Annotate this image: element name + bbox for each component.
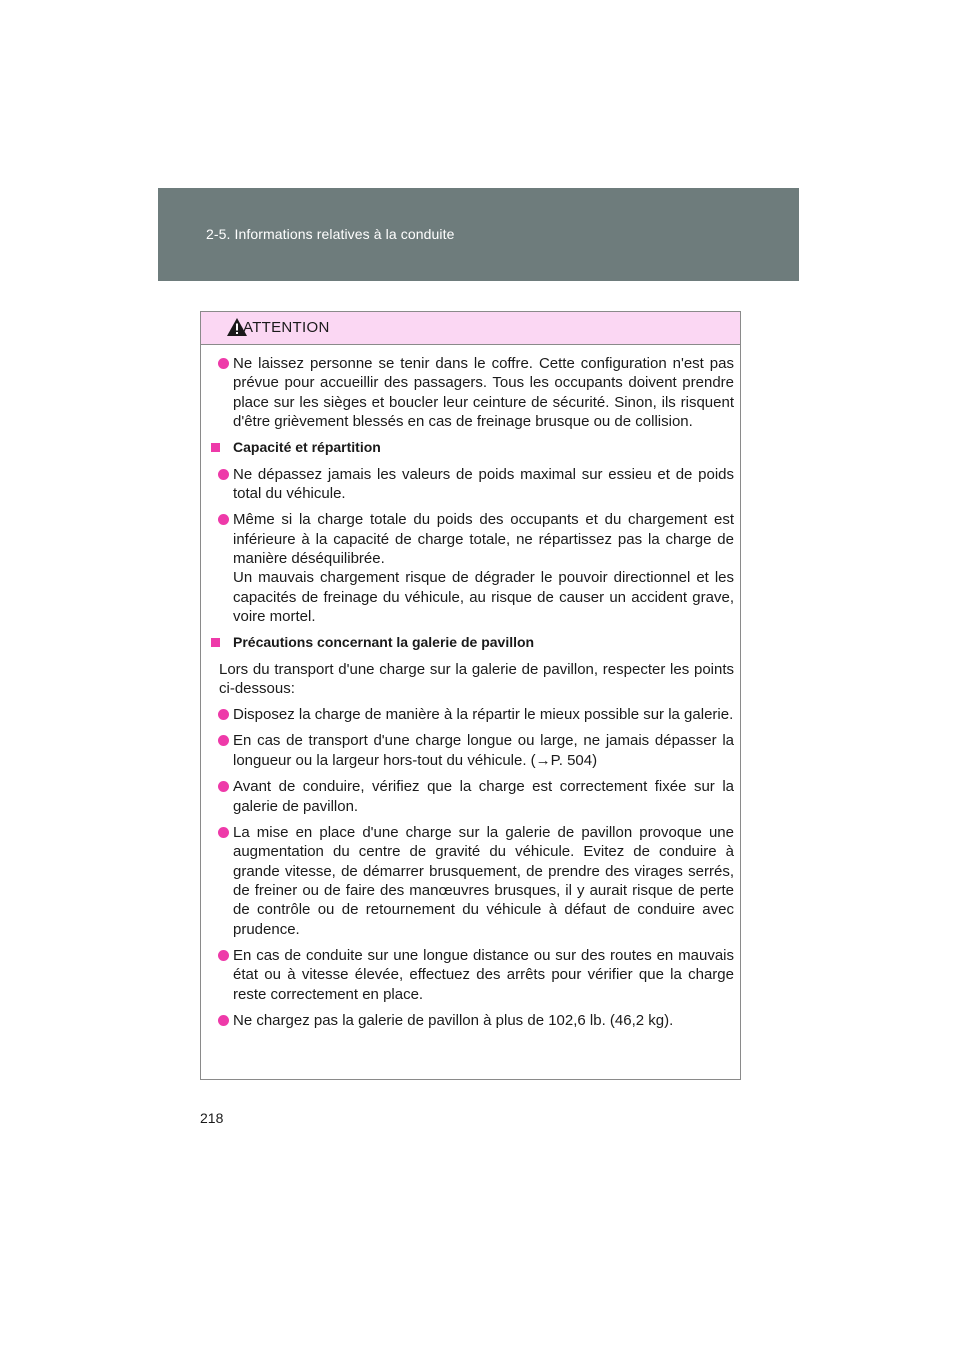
chapter-header (158, 188, 799, 281)
page-number: 218 (200, 1110, 224, 1126)
square-bullet-icon (211, 638, 220, 647)
list-item (211, 465, 734, 504)
list-item-text: En cas de transport d'une charge longue ou large, ne jamais dépasser la longueur ou la largeur hors-tout du véhicule. (→P. 504) (233, 732, 734, 769)
bullet-icon (218, 950, 229, 961)
list-item (211, 823, 734, 939)
list-item-text: Ne dépassez jamais les valeurs de poids maximal sur essieu et de poids total du véhicule. (233, 465, 734, 503)
section-heading (211, 633, 734, 652)
chapter-title: 2-5. Informations relatives à la conduite (206, 226, 455, 242)
square-bullet-icon (211, 443, 220, 452)
bullet-icon (218, 358, 229, 369)
list-item (211, 510, 734, 626)
bullet-icon (218, 781, 229, 792)
bullet-icon (218, 469, 229, 480)
list-item (211, 731, 734, 770)
bullet-icon (218, 709, 229, 720)
warning-header (201, 312, 740, 345)
list-item-text: Même si la charge totale du poids des occupants et du chargement est inférieure à la capacité de charge totale, ne répartissez pas la charge de manière déséquilibrée. (233, 511, 734, 568)
warning-content (201, 345, 740, 1030)
list-item (211, 946, 734, 1004)
list-item (211, 777, 734, 816)
bullet-icon (218, 735, 229, 746)
section-title: Capacité et répartition (233, 439, 381, 456)
bullet-icon (218, 514, 229, 525)
list-item-text: Ne laissez personne se tenir dans le coffre. Cette configuration n'est pas prévue pour accueillir des passagers. Tous les occupants doivent prendre place sur les sièges et boucler leur ceinture de sécurité. Sinon, ils risquent d'être grièvement blessés en cas de freinage brusque ou de collision. (233, 355, 734, 431)
section-intro: Lors du transport d'une charge sur la galerie de pavillon, respecter les points ci-dessous: (219, 660, 734, 698)
list-item (211, 1011, 734, 1030)
section-heading (211, 438, 734, 457)
warning-label: ATTENTION (243, 319, 330, 336)
bullet-icon (218, 827, 229, 838)
bullet-icon (218, 1015, 229, 1026)
list-item-continuation: Un mauvais chargement risque de dégrader le pouvoir directionnel et les capacités de freinage du véhicule, au risque de causer un accident grave, voire mortel. (233, 569, 734, 626)
list-item-text: Disposez la charge de manière à la répartir le mieux possible sur la galerie. (233, 706, 734, 724)
list-item-text: Ne chargez pas la galerie de pavillon à plus de 102,6 lb. (46,2 kg). (233, 1011, 674, 1029)
list-item-text: Avant de conduire, vérifiez que la charge est correctement fixée sur la galerie de pavillon. (233, 778, 734, 815)
list-item (211, 705, 734, 724)
list-item-text: En cas de conduite sur une longue distance ou sur des routes en mauvais état ou à vitesse élevée, effectuez des arrêts pour vérifier que la charge reste correctement en place. (233, 946, 734, 1003)
warning-box (200, 311, 741, 1080)
list-item-text: La mise en place d'une charge sur la galerie de pavillon provoque une augmentation du centre de gravité du véhicule. Evitez de conduire à grande vitesse, de démarrer brusquement, de prendre des virages serrés, de freiner ou de faire des manœuvres brusques, il y aurait risque de perte de contrôle ou de retournement du véhicule à défaut de conduire avec prudence. (233, 823, 734, 938)
section-title: Précautions concernant la galerie de pavillon (233, 634, 535, 651)
list-item (211, 354, 734, 432)
